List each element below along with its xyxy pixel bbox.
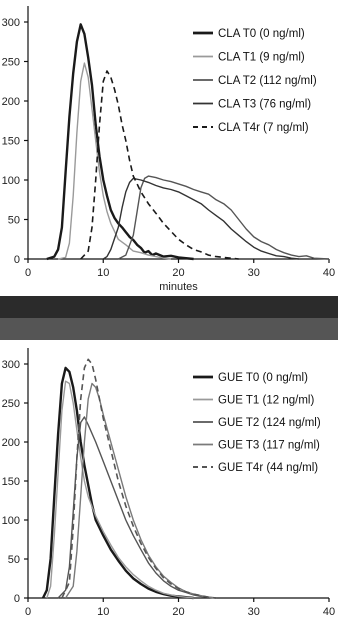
legend-label: CLA T3 (76 ng/ml) — [218, 98, 312, 111]
x-tick-label: 0 — [24, 606, 32, 617]
y-tick-label: 200 — [1, 96, 20, 108]
x-tick-label: 20 — [172, 606, 185, 617]
x-tick-label: 30 — [247, 267, 260, 279]
x-tick-label: 20 — [172, 267, 185, 279]
legend-label: CLA T2 (112 ng/ml) — [218, 75, 317, 87]
y-tick-label: 150 — [1, 476, 20, 488]
x-tick-label: 0 — [24, 267, 32, 279]
y-tick-label: 300 — [1, 359, 20, 371]
y-tick-label: 100 — [1, 515, 20, 527]
y-tick-label: 300 — [1, 17, 20, 29]
legend-label: GUE T4r (44 ng/ml) — [218, 462, 319, 474]
x-tick-label: 10 — [97, 267, 110, 279]
legend-label: CLA T1 (9 ng/ml) — [218, 51, 305, 64]
x-tick-label: 10 — [97, 606, 110, 617]
x-axis-label: minutes — [159, 281, 198, 293]
legend-label: GUE T3 (117 ng/ml) — [218, 439, 320, 452]
legend-label: GUE T2 (124 ng/ml) — [218, 417, 321, 429]
legend-label: CLA T4r (7 ng/ml) — [218, 122, 309, 134]
legend-label: CLA T0 (0 ng/ml) — [218, 28, 305, 40]
y-tick-label: 150 — [1, 135, 20, 148]
y-tick-label: 50 — [7, 214, 20, 227]
legend-label: GUE T1 (12 ng/ml) — [218, 394, 315, 407]
gue-series-line-4 — [62, 359, 216, 598]
y-tick-label: 0 — [13, 254, 20, 266]
legend-label: GUE T0 (0 ng/ml) — [218, 372, 308, 384]
gue-series-line-0 — [43, 368, 194, 598]
y-tick-label: 50 — [7, 554, 20, 566]
x-tick-label: 30 — [247, 606, 260, 617]
y-tick-label: 100 — [1, 175, 20, 187]
y-tick-label: 200 — [1, 437, 20, 449]
y-tick-label: 250 — [1, 398, 20, 410]
x-tick-label: 40 — [322, 606, 336, 617]
y-tick-label: 0 — [13, 593, 20, 605]
x-tick-label: 40 — [322, 267, 336, 279]
y-tick-label: 250 — [1, 56, 20, 69]
